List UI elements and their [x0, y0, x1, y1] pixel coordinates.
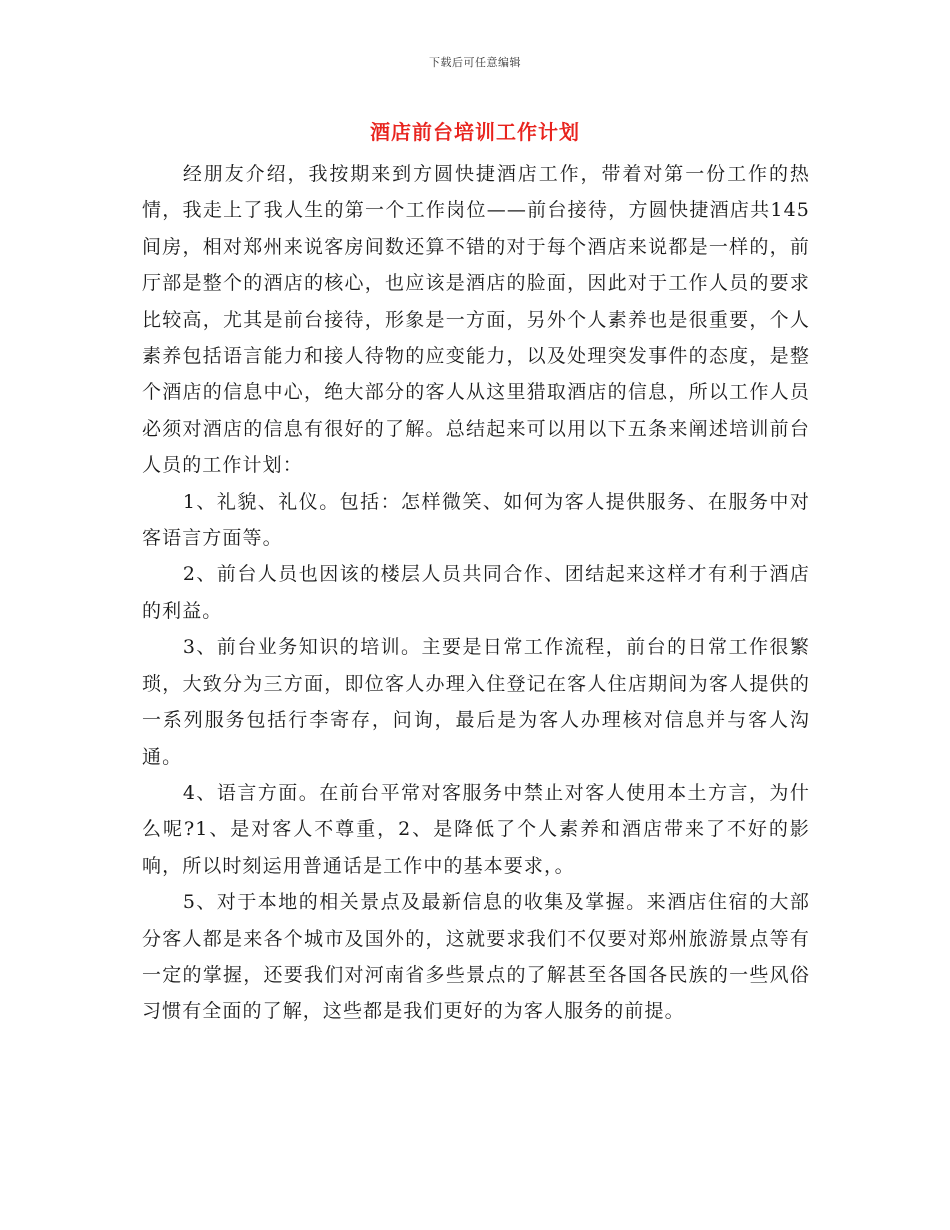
- item-paragraph-4: 4、语言方面。在前台平常对客服务中禁止对客人使用本土方言，为什么呢?1、是对客人不尊重，2、是降低了个人素养和酒店带来了不好的影响，所以时刻运用普通话是工作中的基本要求，。: [142, 781, 810, 877]
- item-paragraph-2: 2、前台人员也因该的楼层人员共同合作、团结起来这样才有利于酒店的利益。: [142, 563, 810, 622]
- document-title: 酒店前台培训工作计划: [370, 120, 580, 144]
- header-note: 下载后可任意编辑: [429, 56, 521, 69]
- item-paragraph-1: 1、礼貌、礼仪。包括：怎样微笑、如何为客人提供服务、在服务中对客语言方面等。: [142, 490, 810, 550]
- item-paragraph-5: 5、对于本地的相关景点及最新信息的收集及掌握。来酒店住宿的大部分客人都是来各个城市及国外的，这就要求我们不仅要对郑州旅游景点等有一定的掌握，还要我们对河南省多些景点的了解甚至各国各民族的一些风俗习惯有全面的了解，这些都是我们更好的为客人服务的前提。: [142, 891, 810, 1023]
- item-paragraph-3: 3、前台业务知识的培训。主要是日常工作流程，前台的日常工作很繁琐，大致分为三方面，即位客人办理入住登记在客人住店期间为客人提供的一系列服务包括行李寄存，问询，最后是为客人办理核对信息并与客人沟通。: [142, 636, 810, 768]
- document-body: [142, 156, 810, 1030]
- intro-paragraph: 经朋友介绍，我按期来到方圆快捷酒店工作，带着对第一份工作的热情，我走上了我人生的第一个工作岗位——前台接待，方圆快捷酒店共145间房，相对郑州来说客房间数还算不错的对于每个酒店来说都是一样的，前厅部是整个的酒店的核心，也应该是酒店的脸面，因此对于工作人员的要求比较高，尤其是前台接待，形象是一方面，另外个人素养也是很重要，个人素养包括语言能力和接人待物的应变能力，以及处理突发事件的态度，是整个酒店的信息中心，绝大部分的客人从这里猎取酒店的信息，所以工作人员必须对酒店的信息有很好的了解。总结起来可以用以下五条来阐述培训前台人员的工作计划：: [142, 163, 810, 477]
